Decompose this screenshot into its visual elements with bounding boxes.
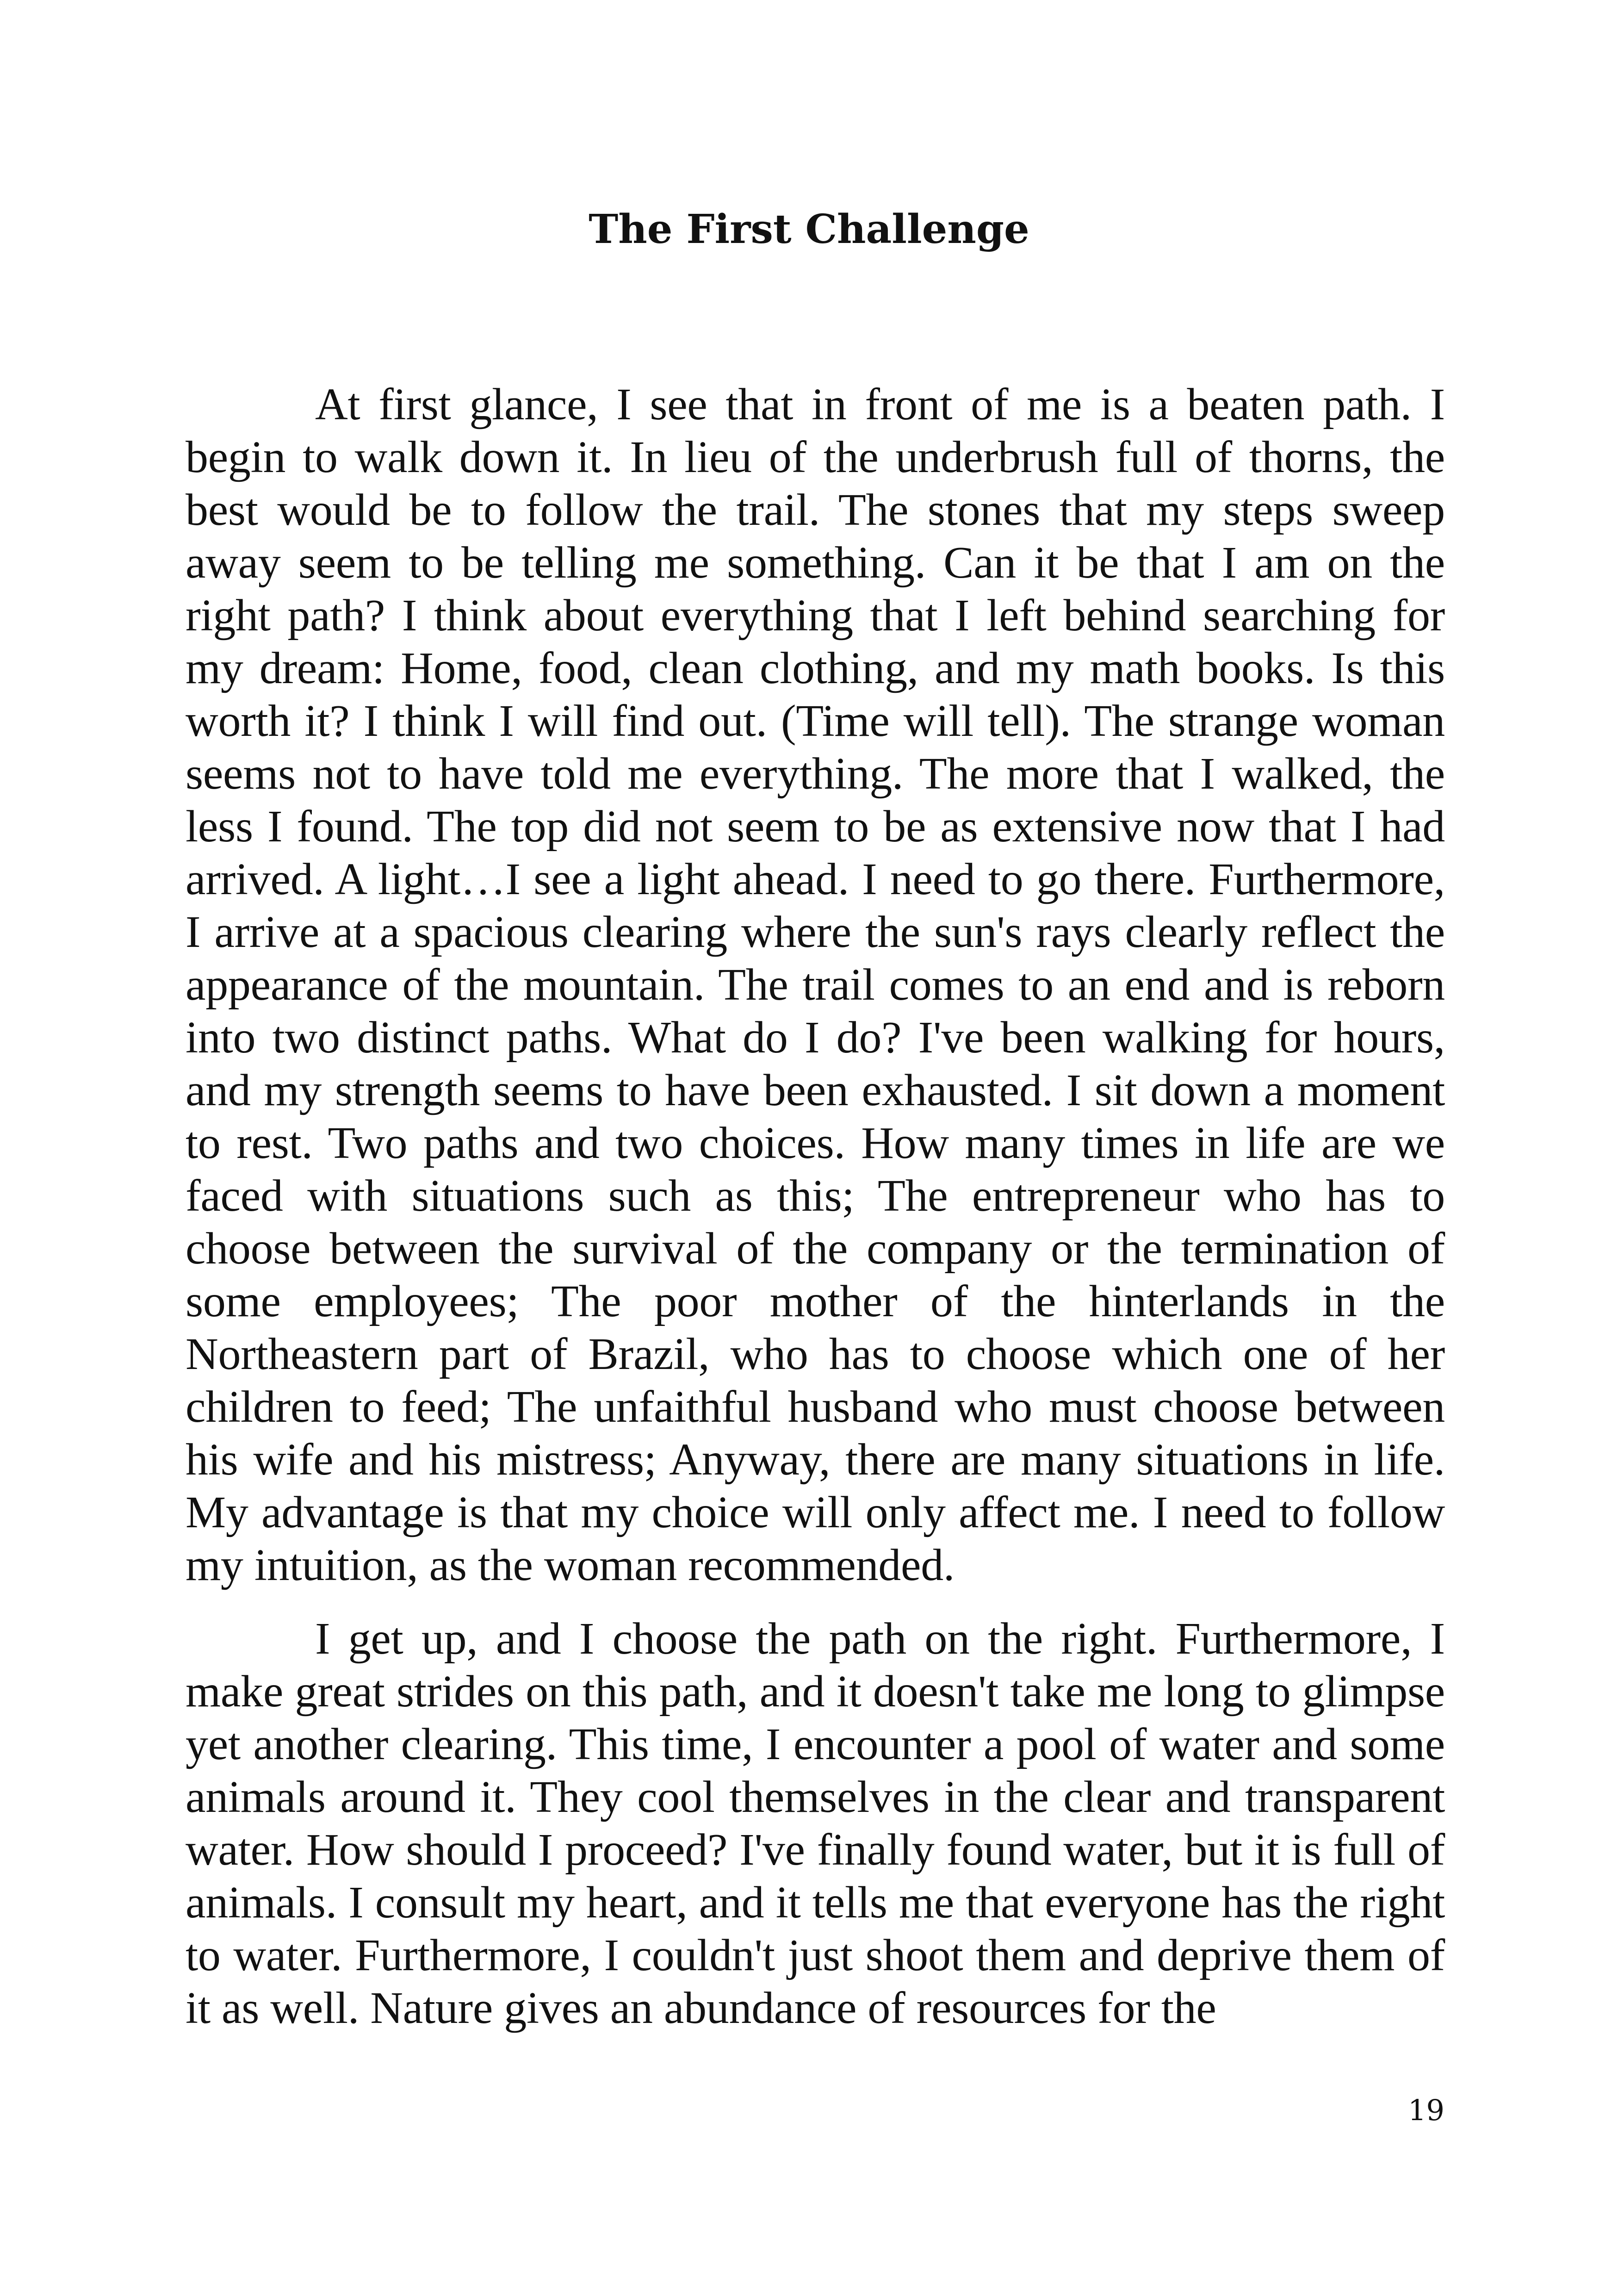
chapter-title: The First Challenge bbox=[589, 206, 1029, 253]
paragraph-2: I get up, and I choose the path on the right. Furthermore, I make great strides on this path, and it doesn't take me long to glimpse yet another clearing. This time, I encounter a pool of water and some animals around it. They cool themselves in the clear and transparent water. How should I proceed? I've finally found water, but it is full of animals. I consult my heart, and it tells me that everyone has the right to water. Furthermore, I couldn't just shoot them and deprive them of it as well. Nature gives an abundance of resources for the bbox=[186, 1614, 1445, 2033]
body-text bbox=[186, 378, 1445, 2055]
paragraph-1: At first glance, I see that in front of me is a beaten path. I begin to walk down it. In lieu of the underbrush full of thorns, the best would be to follow the trail. The stones that my steps sweep away seem to be telling me something. Can it be that I am on the right path? I think about everything that I left behind searching for my dream: Home, food, clean clothing, and my math books. Is this worth it? I think I will find out. (Time will tell). The strange woman seems not to have told me everything. The more that I walked, the less I found. The top did not seem to be as extensive now that I had arrived. A light…I see a light ahead. I need to go there. Furthermore, I arrive at a spacious clearing where the sun's rays clearly reflect the appearance of the mountain. The trail comes to an end and is reborn into two distinct paths. What do I do? I've been walking for hours, and my strength seems to have been exhausted. I sit down a moment to rest. Two paths and two choices. How many times in life are we faced with situations such as this; The entrepreneur who has to choose between the survival of the company or the termination of some employees; The poor mother of the hinterlands in the Northeastern part of Brazil, who has to choose which one of her children to feed; The unfaithful husband who must choose between his wife and his mistress; Anyway, there are many situations in life. My advantage is that my choice will only affect me. I need to follow my intuition, as the woman recommended. bbox=[186, 380, 1445, 1590]
page-number: 19 bbox=[1408, 2093, 1444, 2127]
